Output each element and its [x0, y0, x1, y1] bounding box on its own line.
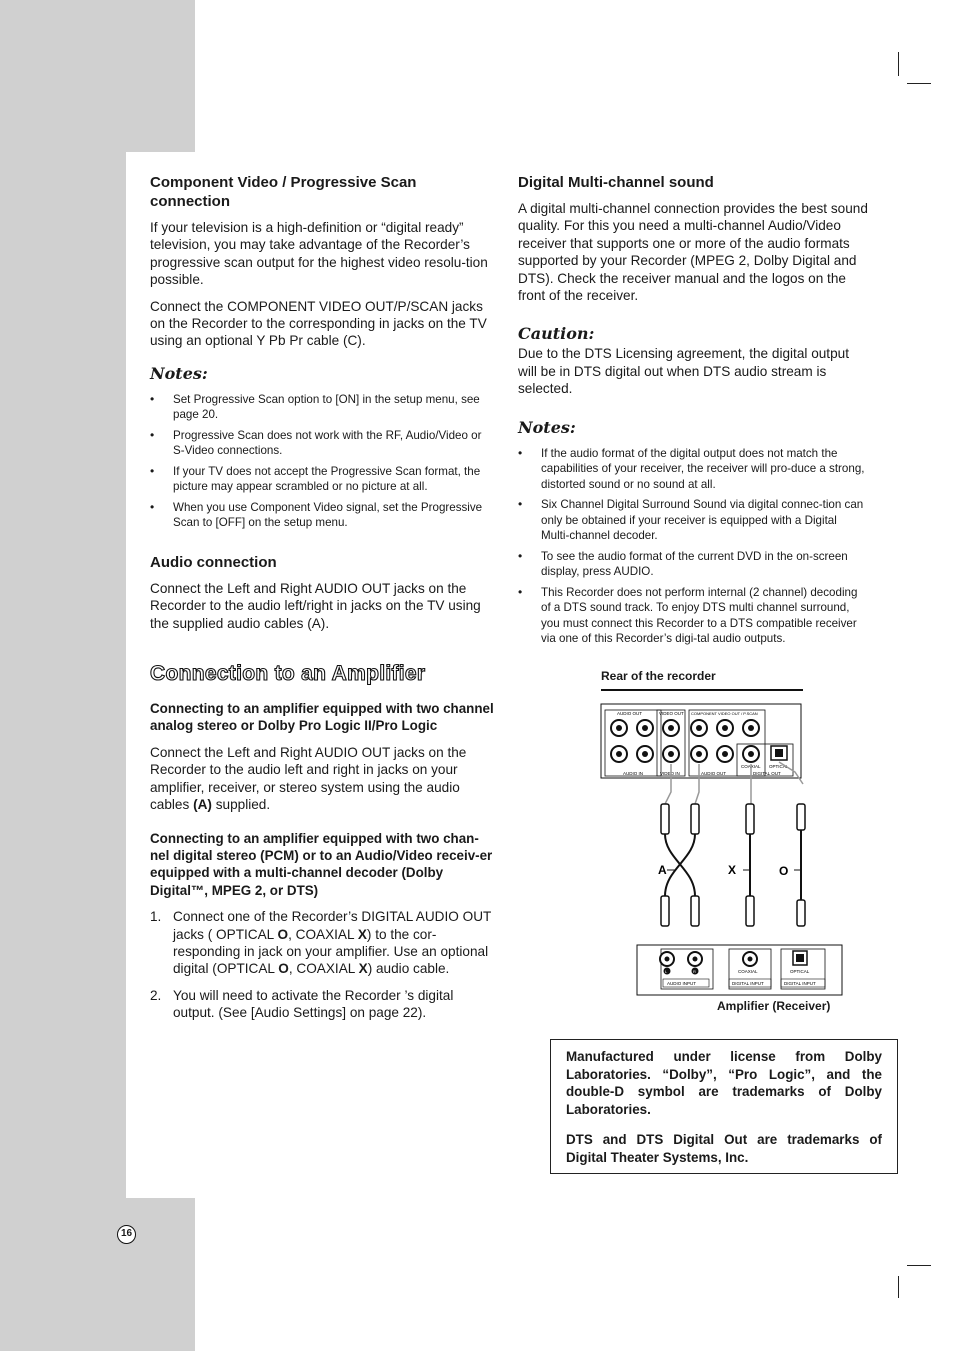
right-column	[518, 173, 868, 652]
analog-text: Connect the Left and Right AUDIO OUT jacks on the Recorder to the audio left and right in jacks on your amplifier, receiver, or stereo system using the audio cables	[150, 744, 467, 813]
step-text: Connect one of the Recorder’s DIGITAL AUDIO OUT jacks ( OPTICAL	[173, 909, 492, 942]
rec-component-label: COMPONENT VIDEO OUT / P.SCAN	[691, 711, 758, 716]
amp-label: Amplifier (Receiver)	[717, 999, 831, 1013]
cable-ref-x: X	[357, 926, 367, 942]
analog-lead: Connecting to an amplifier equipped with two channel analog stereo or Dolby Pro Logic II/Pro Logic	[150, 701, 494, 734]
analog-paragraph	[150, 744, 496, 814]
connection-diagram	[595, 664, 855, 1022]
section-title: Connection to an Amplifier	[150, 662, 426, 686]
steps-list	[150, 908, 496, 1021]
step-number: 1.	[150, 909, 162, 925]
notes-list	[150, 392, 496, 531]
step-item	[150, 987, 496, 1022]
crop-mark	[898, 1276, 899, 1298]
amp-l-label: L	[665, 969, 668, 974]
rec-audio-out-label: AUDIO OUT	[617, 711, 643, 716]
rec-coaxial-label: COAXIAL	[741, 764, 761, 769]
cable-label-a: A	[658, 863, 667, 877]
page-margin-band-bottom	[0, 1198, 195, 1351]
dolby-trademark: Manufactured under license from Dolby Laboratories. “Dolby”, “Pro Logic”, and the double-D symbol are trademarks of Dolby Laboratories.	[566, 1049, 882, 1117]
rec-digital-out-label: DIGITAL OUT	[753, 771, 781, 776]
amp-r-label: R	[693, 969, 696, 974]
step-text: You will need to activate the Recorder ’s digital output. (See [Audio Settings] on page 22).	[173, 987, 454, 1021]
component-heading: Component Video / Progressive Scan connection	[150, 174, 417, 210]
rec-video-out-label: VIDEO OUT	[659, 711, 684, 716]
rear-label: Rear of the recorder	[601, 669, 716, 683]
amp-digital-input-label: DIGITAL INPUT	[732, 981, 764, 986]
amp-audio-input-label: AUDIO INPUT	[667, 981, 697, 986]
digital-lead: Connecting to an amplifier equipped with two chan-nel digital stereo (PCM) or to an Audio/Video receiv-er equipped with a multi-channel decoder (Dolby Digital™, MPEG 2, or DTS)	[150, 830, 493, 898]
crop-mark	[907, 83, 931, 84]
crop-mark	[898, 52, 899, 76]
audio-heading: Audio connection	[150, 553, 277, 571]
note-item: • This Recorder does not perform internal (2 channel) decoding of a DTS sound track. To enjoy DTS multi channel surround, you must connect this Recorder to a DTS compatible receiver via one of this Recorder’s digi-tal audio outputs.	[518, 585, 868, 647]
digital-heading: Digital Multi-channel sound	[518, 174, 714, 191]
cable-ref-a: (A)	[193, 797, 212, 813]
component-paragraph-1: If your television is a high-definition or “digital ready” television, you may take advantage of the Recorder’s progressive scan output for the highest video resolu-tion possible.	[150, 220, 488, 288]
page-number: 16	[117, 1225, 136, 1244]
note-item: • If the audio format of the digital output does not match the capabilities of your receiver, the receiver will pro-duce a strong, distorted sound or no sound at all.	[518, 446, 868, 493]
cable-ref-x: X	[358, 961, 368, 977]
rec-audio-in-label: AUDIO IN	[623, 771, 644, 776]
amp-coaxial-label: COAXIAL	[738, 969, 758, 974]
notes-title: Notes:	[150, 363, 208, 383]
cable-label-o: O	[779, 864, 789, 878]
cable-ref-o: O	[278, 961, 289, 977]
step-item	[150, 908, 496, 978]
caution-title: Caution:	[518, 324, 595, 344]
component-paragraph-2: Connect the COMPONENT VIDEO OUT/P/SCAN jacks on the Recorder to the corresponding in jacks on the TV using an optional Y Pb Pr cable (C).	[150, 298, 487, 349]
caution-paragraph: Due to the DTS Licensing agreement, the digital output will be in DTS digital out when DTS audio stream is selected.	[518, 346, 849, 397]
left-column	[150, 173, 496, 1031]
page-margin-band	[0, 152, 126, 1198]
note-item: • Six Channel Digital Surround Sound via digital connec-tion can only be obtained if your receiver is equipped with a Digital Multi-channel decoder.	[518, 497, 868, 544]
note-item: • When you use Component Video signal, set the Progressive Scan to [OFF] on the setup menu.	[150, 500, 496, 531]
note-item: • Set Progressive Scan option to [ON] in the setup menu, see page 20.	[150, 392, 496, 423]
cable-label-x: X	[728, 863, 737, 877]
step-text: , COAXIAL	[288, 961, 359, 977]
page-margin-band-top	[0, 0, 195, 152]
note-item: • Progressive Scan does not work with the RF, Audio/Video or S-Video connections.	[150, 428, 496, 459]
amp-optical-label: OPTICAL	[790, 969, 810, 974]
analog-text-end: supplied.	[211, 797, 271, 813]
step-text: ) audio cable.	[367, 961, 450, 977]
cable-ref-o: O	[277, 926, 289, 942]
rec-optical-label: OPTICAL	[769, 764, 789, 769]
trademark-box	[550, 1039, 898, 1174]
rec-video-in-label: VIDEO IN	[660, 771, 680, 776]
step-text: , COAXIAL	[288, 926, 358, 942]
audio-paragraph: Connect the Left and Right AUDIO OUT jacks on the Recorder to the audio left/right in jacks on the TV using the supplied audio cables (A).	[150, 580, 481, 631]
step-text: ) to the cor-responding in jack on your amplifier. Use an optional digital (OPTICAL	[173, 926, 489, 977]
crop-mark	[907, 1265, 931, 1266]
rec-audio-out2-label: AUDIO OUT	[701, 771, 727, 776]
dts-trademark: DTS and DTS Digital Out are trademarks of Digital Theater Systems, Inc.	[566, 1132, 882, 1165]
notes-title: Notes:	[518, 417, 576, 437]
amp-digital-input-label: DIGITAL INPUT	[784, 981, 816, 986]
notes-list	[518, 446, 868, 647]
note-item: • If your TV does not accept the Progressive Scan format, the picture may appear scrambled or no picture at all.	[150, 464, 496, 495]
digital-paragraph: A digital multi-channel connection provides the best sound quality. For this you need a multi-channel Audio/Video receiver that supports one or more of the audio formats supported by your Recorder (MPEG 2, Dolby Digital and DTS). Check the receiver manual and the logos on the front of the receiver.	[518, 201, 868, 304]
note-item: • To see the audio format of the current DVD in the on-screen display, press AUDIO.	[518, 549, 868, 580]
diagram-drawing	[595, 664, 855, 1022]
step-number: 2.	[150, 987, 162, 1003]
